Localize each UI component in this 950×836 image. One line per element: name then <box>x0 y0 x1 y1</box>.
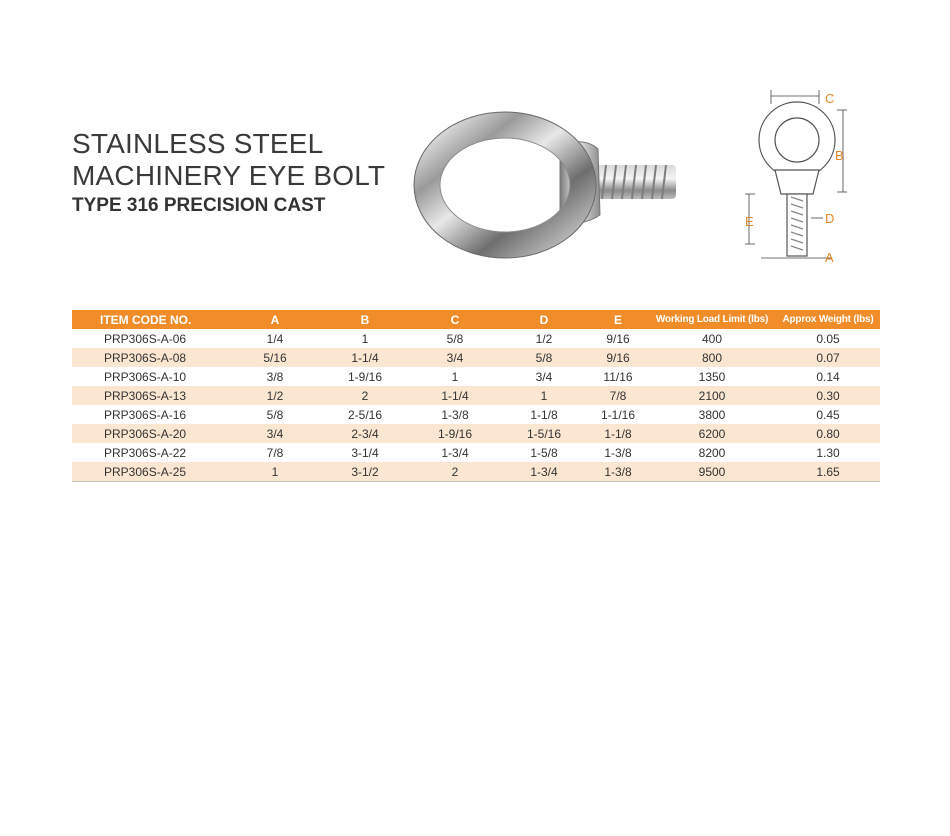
dim-e-cell: 1-3/8 <box>604 445 632 460</box>
table-row <box>72 424 880 443</box>
dim-a-cell: 5/8 <box>266 407 284 422</box>
item-code-cell: PRP306S-A-08 <box>72 348 230 367</box>
item-code-cell: PRP306S-A-25 <box>72 462 230 482</box>
dimension-label-c: C <box>825 91 835 106</box>
dim-c-cell: 5/8 <box>446 331 464 346</box>
load-limit-cell: 9500 <box>648 462 776 482</box>
dim-d-cell: 1-5/8 <box>530 445 558 460</box>
dim-b-cell: 1 <box>361 331 369 346</box>
header-e: E <box>588 310 648 329</box>
dim-e-cell: 9/16 <box>588 348 648 367</box>
item-code-cell: PRP306S-A-16 <box>104 407 187 422</box>
table-row <box>72 386 880 405</box>
dim-c-cell: 1 <box>451 369 459 384</box>
dim-c-cell: 1-3/4 <box>441 445 469 460</box>
weight-cell: 1.30 <box>816 445 840 460</box>
dim-c-cell: 3/4 <box>410 348 500 367</box>
dim-a-cell: 1/4 <box>266 331 284 346</box>
dim-a-cell: 3/4 <box>230 424 320 443</box>
dim-b-cell: 3-1/4 <box>351 445 379 460</box>
dim-a-cell: 7/8 <box>266 445 284 460</box>
eye-bolt-photo <box>410 105 690 275</box>
item-code-cell: PRP306S-A-22 <box>104 445 187 460</box>
header-c: C <box>410 310 500 329</box>
dimension-label-e: E <box>745 214 754 229</box>
weight-cell: 1.65 <box>776 462 880 482</box>
weight-cell: 0.14 <box>816 369 840 384</box>
load-limit-cell: 2100 <box>648 386 776 405</box>
table-row <box>72 405 880 424</box>
dim-a-cell: 3/8 <box>266 369 284 384</box>
dimension-label-d: D <box>825 211 835 226</box>
product-title-line-2: MACHINERY EYE BOLT <box>72 160 386 191</box>
product-title-block <box>72 128 385 218</box>
dim-e-cell: 7/8 <box>588 386 648 405</box>
dim-a-cell: 1 <box>230 462 320 482</box>
header-approx-weight: Approx Weight (lbs) <box>776 310 880 329</box>
header-item-code: ITEM CODE NO. <box>72 310 230 329</box>
dim-b-cell: 2-5/16 <box>347 407 383 422</box>
dim-d-cell: 5/8 <box>500 348 588 367</box>
load-limit-cell: 400 <box>701 331 723 346</box>
load-limit-cell: 800 <box>648 348 776 367</box>
dim-d-cell: 1 <box>500 386 588 405</box>
dimension-diagram <box>735 80 855 280</box>
item-code-cell: PRP306S-A-06 <box>104 331 187 346</box>
dim-d-cell: 1-5/16 <box>500 424 588 443</box>
table-row <box>72 367 880 386</box>
dim-d-cell: 1-1/8 <box>530 407 558 422</box>
table-row <box>72 329 880 348</box>
dim-e-cell: 1-1/8 <box>588 424 648 443</box>
dim-d-cell: 1-3/4 <box>500 462 588 482</box>
load-limit-cell: 6200 <box>648 424 776 443</box>
dim-e-cell: 1-1/16 <box>600 407 636 422</box>
dim-b-cell: 3-1/2 <box>320 462 410 482</box>
dim-d-cell: 3/4 <box>535 369 553 384</box>
dim-b-cell: 2-3/4 <box>320 424 410 443</box>
load-limit-cell: 3800 <box>698 407 726 422</box>
weight-cell: 0.05 <box>816 331 840 346</box>
dim-a-cell: 1/2 <box>230 386 320 405</box>
table-row <box>72 348 880 367</box>
product-title-line-1: STAINLESS STEEL <box>72 128 324 159</box>
weight-cell: 0.07 <box>776 348 880 367</box>
table-row <box>72 462 880 482</box>
dim-c-cell: 1-1/4 <box>410 386 500 405</box>
dim-a-cell: 5/16 <box>230 348 320 367</box>
header-a: A <box>230 310 320 329</box>
dimension-label-b: B <box>835 148 844 163</box>
dim-b-cell: 1-9/16 <box>347 369 383 384</box>
dim-c-cell: 1-9/16 <box>410 424 500 443</box>
item-code-cell: PRP306S-A-13 <box>72 386 230 405</box>
dimension-label-a: A <box>825 250 834 265</box>
weight-cell: 0.30 <box>776 386 880 405</box>
load-limit-cell: 1350 <box>698 369 726 384</box>
header-b: B <box>320 310 410 329</box>
item-code-cell: PRP306S-A-10 <box>104 369 187 384</box>
dim-d-cell: 1/2 <box>535 331 553 346</box>
header-working-load-limit: Working Load Limit (lbs) <box>648 310 776 329</box>
specifications-table <box>72 310 880 482</box>
item-code-cell: PRP306S-A-20 <box>72 424 230 443</box>
dim-e-cell: 9/16 <box>606 331 630 346</box>
header-d: D <box>500 310 588 329</box>
dim-b-cell: 1-1/4 <box>320 348 410 367</box>
dim-c-cell: 1-3/8 <box>441 407 469 422</box>
dim-c-cell: 2 <box>410 462 500 482</box>
product-subtitle: TYPE 316 PRECISION CAST <box>72 195 326 216</box>
dim-b-cell: 2 <box>320 386 410 405</box>
weight-cell: 0.80 <box>776 424 880 443</box>
weight-cell: 0.45 <box>816 407 840 422</box>
dim-e-cell: 11/16 <box>603 369 633 384</box>
table-row <box>72 443 880 462</box>
load-limit-cell: 8200 <box>698 445 726 460</box>
dim-e-cell: 1-3/8 <box>588 462 648 482</box>
table-header-row <box>72 310 880 329</box>
